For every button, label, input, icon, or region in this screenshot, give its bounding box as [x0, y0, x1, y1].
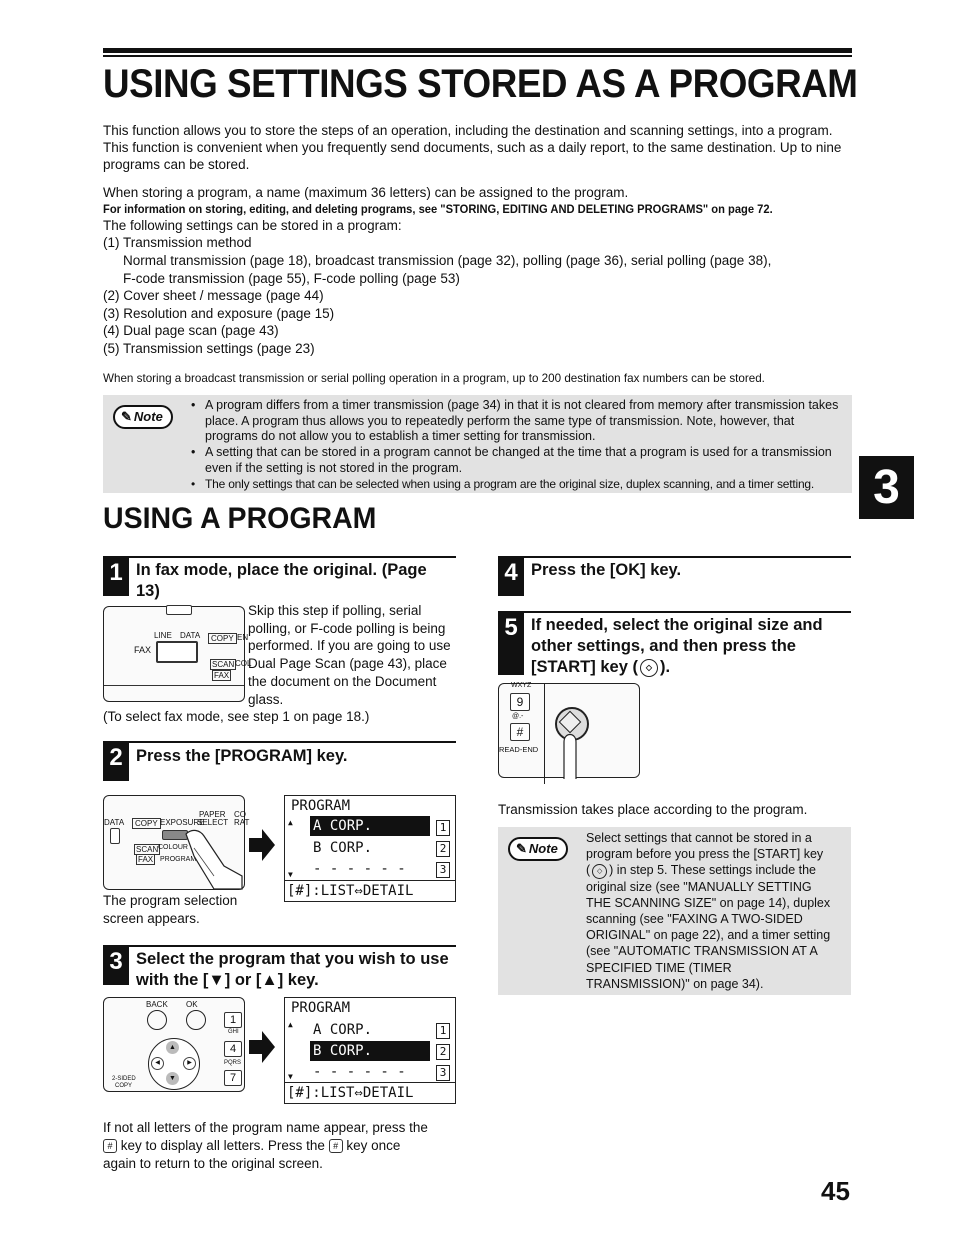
step-1-text: Skip this step if polling, serial polling, or F-code polling is being performed. If you are going to use Dual Page Scan (page 43), place the document on the Document glass.: [248, 603, 451, 707]
note-badge-1: [113, 405, 173, 429]
lcd-header: PROGRAM: [291, 1000, 351, 1016]
lcd-header: PROGRAM: [291, 798, 351, 814]
arrow-right-icon: [249, 829, 275, 861]
start-key-icon: ◇: [640, 659, 658, 677]
scan-key: [166, 605, 192, 615]
key-4: 4: [224, 1041, 242, 1057]
lcd-row-1[interactable]: A CORP.: [313, 1022, 373, 1038]
note-1-bullet-2: • A setting that can be stored in a program cannot be changed at the time that a program is used for a transmission even if the setting is not stored in the program.: [189, 445, 847, 476]
note-2-line-4: original size (see "MANUALLY SETTING: [586, 879, 812, 894]
lcd-row-2[interactable]: B CORP.: [313, 840, 373, 856]
down-indicator-icon: ▼: [288, 870, 293, 879]
arrow-right-icon: [249, 1031, 275, 1063]
step-3-after-text-3: key once: [346, 1138, 401, 1153]
list-item-2: (2) Cover sheet / message (page 44): [103, 288, 324, 303]
start-key-illustration: [498, 683, 640, 778]
list-intro: The following settings can be stored in a program:: [103, 218, 402, 233]
ghi-label: GHI: [228, 1029, 239, 1035]
scan-label: SCAN: [136, 845, 159, 854]
wxyz-label: WXYZ: [511, 682, 532, 689]
fax-panel-illustration: [103, 606, 252, 702]
fax-indicator: FAX: [138, 855, 154, 864]
lcd-divider: [285, 880, 455, 881]
note-2-line-7: ORIGINAL" on page 22), and a timer setting: [586, 928, 831, 943]
step-3-after-text-2: key to display all letters. Press the: [120, 1138, 325, 1153]
page-number: 45: [821, 1176, 850, 1206]
hash-key-icon: #: [329, 1139, 343, 1153]
rat-label: RAT: [234, 818, 250, 827]
lcd-row-1[interactable]: A CORP.: [310, 816, 430, 836]
page-title: USING SETTINGS STORED AS A PROGRAM: [103, 62, 858, 106]
list-item-5: (5) Transmission settings (page 23): [103, 341, 315, 356]
data-label: DATA: [104, 818, 125, 827]
step-3-after-line-1: If not all letters of the program name appear, press the: [103, 1120, 428, 1135]
right-arrow-icon: ▶: [183, 1057, 196, 1070]
note-2-line-1: Select settings that cannot be stored in a: [586, 831, 812, 845]
lcd-num-2: 2: [436, 1044, 450, 1060]
step-4-title: Press the [OK] key.: [531, 561, 682, 579]
header-rule-thick: [103, 48, 852, 53]
lcd-screen-step-2: [284, 795, 456, 902]
note-1-bullet-1: • A program differs from a timer transmission (page 34) in that it is not cleared from memory after transmission takes place. A program thus allows you to repeatedly perform the same type of transmission. Note, however, that programs do not allow you to establish a timer setting for transmission.: [189, 398, 847, 445]
finger-pointer-icon: [554, 724, 594, 779]
down-indicator-icon: ▼: [288, 1072, 293, 1081]
co-label: CO: [234, 810, 246, 819]
key-1: 1: [224, 1012, 242, 1028]
lcd-footer: [#]:LIST⇔DETAIL: [287, 883, 414, 899]
step-5-title-line-3: [531, 657, 851, 678]
step-1-text-2: (To select fax mode, see step 1 on page 18.): [103, 709, 370, 724]
select-label: SELECT: [197, 818, 229, 827]
note-2-line-8: (see "AUTOMATIC TRANSMISSION AT A: [586, 944, 818, 959]
step-5-rule: [498, 611, 851, 613]
two-sided-label: 2-SIDED: [112, 1076, 136, 1082]
exposure-label: EXPOSURE: [160, 818, 205, 827]
step-3-title: Select the program that you wish to use with the [▼] or [▲] key.: [136, 950, 449, 989]
key-7: 7: [224, 1070, 242, 1086]
lcd-num-1: 1: [436, 1023, 450, 1039]
note-badge-2: [508, 837, 568, 861]
step-2-number: 2: [103, 743, 129, 781]
lcd-row-3[interactable]: - - - - - -: [313, 1064, 406, 1080]
step-1-number: 1: [103, 558, 129, 596]
note-2-line-3: [586, 862, 848, 878]
arrow-keys-illustration: [103, 997, 245, 1092]
up-indicator-icon: ▲: [288, 1020, 293, 1029]
copy-label: COPY: [115, 1083, 133, 1089]
colour-label: COLOUR: [158, 844, 188, 851]
note-2-line-10: TRANSMISSION)" on page 34).: [586, 976, 764, 991]
step-5-title-line-3b: ).: [659, 658, 671, 676]
step-2-rule: [103, 741, 456, 743]
scan-label: SCAN: [212, 660, 235, 669]
step-4-rule: [498, 556, 851, 558]
note-2-line-9: SPECIFIED TIME (TIMER: [586, 960, 732, 975]
ok-label: OK: [186, 1000, 198, 1009]
lcd-divider: [285, 1082, 455, 1083]
lcd-footer: [#]:LIST⇔DETAIL: [287, 1085, 414, 1101]
note-1-bullet-3: • The only settings that can be selected when using a program are the original size, duplex scanning, and a timer setting.: [189, 477, 847, 493]
lcd-num-3: 3: [436, 1065, 450, 1081]
ok-key: [186, 1010, 206, 1030]
chapter-tab: 3: [859, 456, 914, 519]
lcd-screen-step-3: [284, 997, 456, 1104]
paper-label: PAPER: [199, 810, 226, 819]
step-5-title-line-2: other settings, and then press the: [531, 637, 796, 655]
step-3-after-line-4: again to return to the original screen.: [103, 1156, 323, 1171]
start-key-icon: ◇: [592, 864, 607, 879]
note-2-paren: (: [586, 863, 591, 878]
key-9: 9: [510, 693, 530, 711]
read-end-label: READ-END: [499, 745, 539, 754]
line-label: LINE: [154, 631, 172, 640]
step-3-rule: [103, 945, 456, 947]
lcd-num-2: 2: [436, 841, 450, 857]
hash-key-icon: #: [103, 1139, 117, 1153]
up-indicator-icon: ▲: [288, 818, 293, 827]
lcd-num-1: 1: [436, 820, 450, 836]
step-5-title: [531, 615, 851, 678]
pencil-icon: ✎: [121, 409, 132, 424]
data-key: [110, 828, 120, 844]
step-2-caption: The program selection screen appears.: [103, 893, 238, 926]
step-4-number: 4: [498, 558, 524, 596]
fax-mode-key: [156, 641, 198, 663]
lcd-row-2[interactable]: B CORP.: [310, 1041, 430, 1061]
program-label: PROGRAM: [160, 856, 197, 863]
en-label: EN: [237, 633, 249, 642]
panel-edge: [104, 685, 244, 686]
program-key-illustration: [103, 795, 250, 890]
note-badge-label: Note: [528, 841, 558, 856]
hash-key: #: [510, 723, 530, 741]
note-box-2: [498, 827, 851, 995]
pqrs-label: PQRS: [224, 1060, 242, 1066]
note-badge-label: Note: [133, 409, 163, 424]
header-rule-thin: [103, 55, 852, 57]
left-arrow-icon: ◀: [151, 1057, 164, 1070]
fax-indicator: FAX: [214, 671, 230, 680]
note-1-bullets: [189, 398, 847, 493]
intro-paragraph-1: This function allows you to store the steps of an operation, including the destination and scanning settings, into a program. This function is convenient when you frequently send documents, such as a daily report, to the same destination. Up to nine programs can be stored.: [103, 123, 842, 172]
copy-key: COPY: [208, 633, 237, 644]
note-2-line-3-text: ) in step 5. These settings include the: [609, 863, 817, 878]
step-5-caption: Transmission takes place according to the program.: [498, 802, 808, 817]
note-box-1: [103, 395, 852, 493]
list-item-1: (1) Transmission method: [103, 235, 252, 250]
step-5-number: 5: [498, 613, 524, 675]
list-item-3: (3) Resolution and exposure (page 15): [103, 306, 335, 321]
note-2-line-6: scanning (see "FAXING A TWO-SIDED: [586, 912, 803, 927]
lcd-num-3: 3: [436, 862, 450, 878]
step-2-title: Press the [PROGRAM] key.: [136, 747, 348, 765]
pencil-icon: ✎: [516, 841, 527, 856]
step-3-number: 3: [103, 947, 129, 985]
list-item-1-sub-2: F-code transmission (page 55), F-code polling (page 53): [123, 271, 460, 286]
at-label: @.-: [512, 713, 524, 720]
copy-key: COPY: [132, 818, 161, 829]
col-label: COL: [235, 659, 252, 668]
up-arrow-icon: ▲: [166, 1041, 179, 1054]
note-2-text: [586, 830, 848, 992]
note-2-line-5: THE SCANNING SIZE" on page 14), duplex: [586, 895, 831, 910]
step-5-title-line-1: If needed, select the original size and: [531, 616, 823, 634]
broadcast-note: When storing a broadcast transmission or serial polling operation in a program, up to 200 destination fax numbers can be stored.: [103, 371, 765, 385]
back-label: BACK: [146, 1000, 168, 1009]
data-label: DATA: [180, 631, 201, 640]
down-arrow-icon: ▼: [166, 1072, 179, 1085]
note-2-line-2: program before you press the [START] key: [586, 847, 824, 862]
step-1-title: In fax mode, place the original. (Page 13): [136, 561, 427, 600]
section-title: USING A PROGRAM: [103, 502, 377, 535]
list-item-4: (4) Dual page scan (page 43): [103, 323, 279, 338]
step-3-after-line-2: [103, 1138, 400, 1153]
lcd-row-3[interactable]: - - - - - -: [313, 861, 406, 877]
back-key: [147, 1010, 167, 1030]
intro-paragraph-2: When storing a program, a name (maximum 36 letters) can be assigned to the program.: [103, 185, 629, 200]
fax-label: FAX: [134, 645, 152, 655]
finger-pointer-icon: [184, 826, 244, 889]
step-1-rule: [103, 556, 456, 558]
bold-reference: For information on storing, editing, and deleting programs, see "STORING, EDITING AND DELETING PROGRAMS" on page 72.: [103, 202, 773, 216]
step-5-title-line-3a: [START] key (: [531, 658, 638, 676]
list-item-1-sub-1: Normal transmission (page 18), broadcast transmission (page 32), polling (page 36), serial polling (page 38),: [123, 253, 772, 268]
